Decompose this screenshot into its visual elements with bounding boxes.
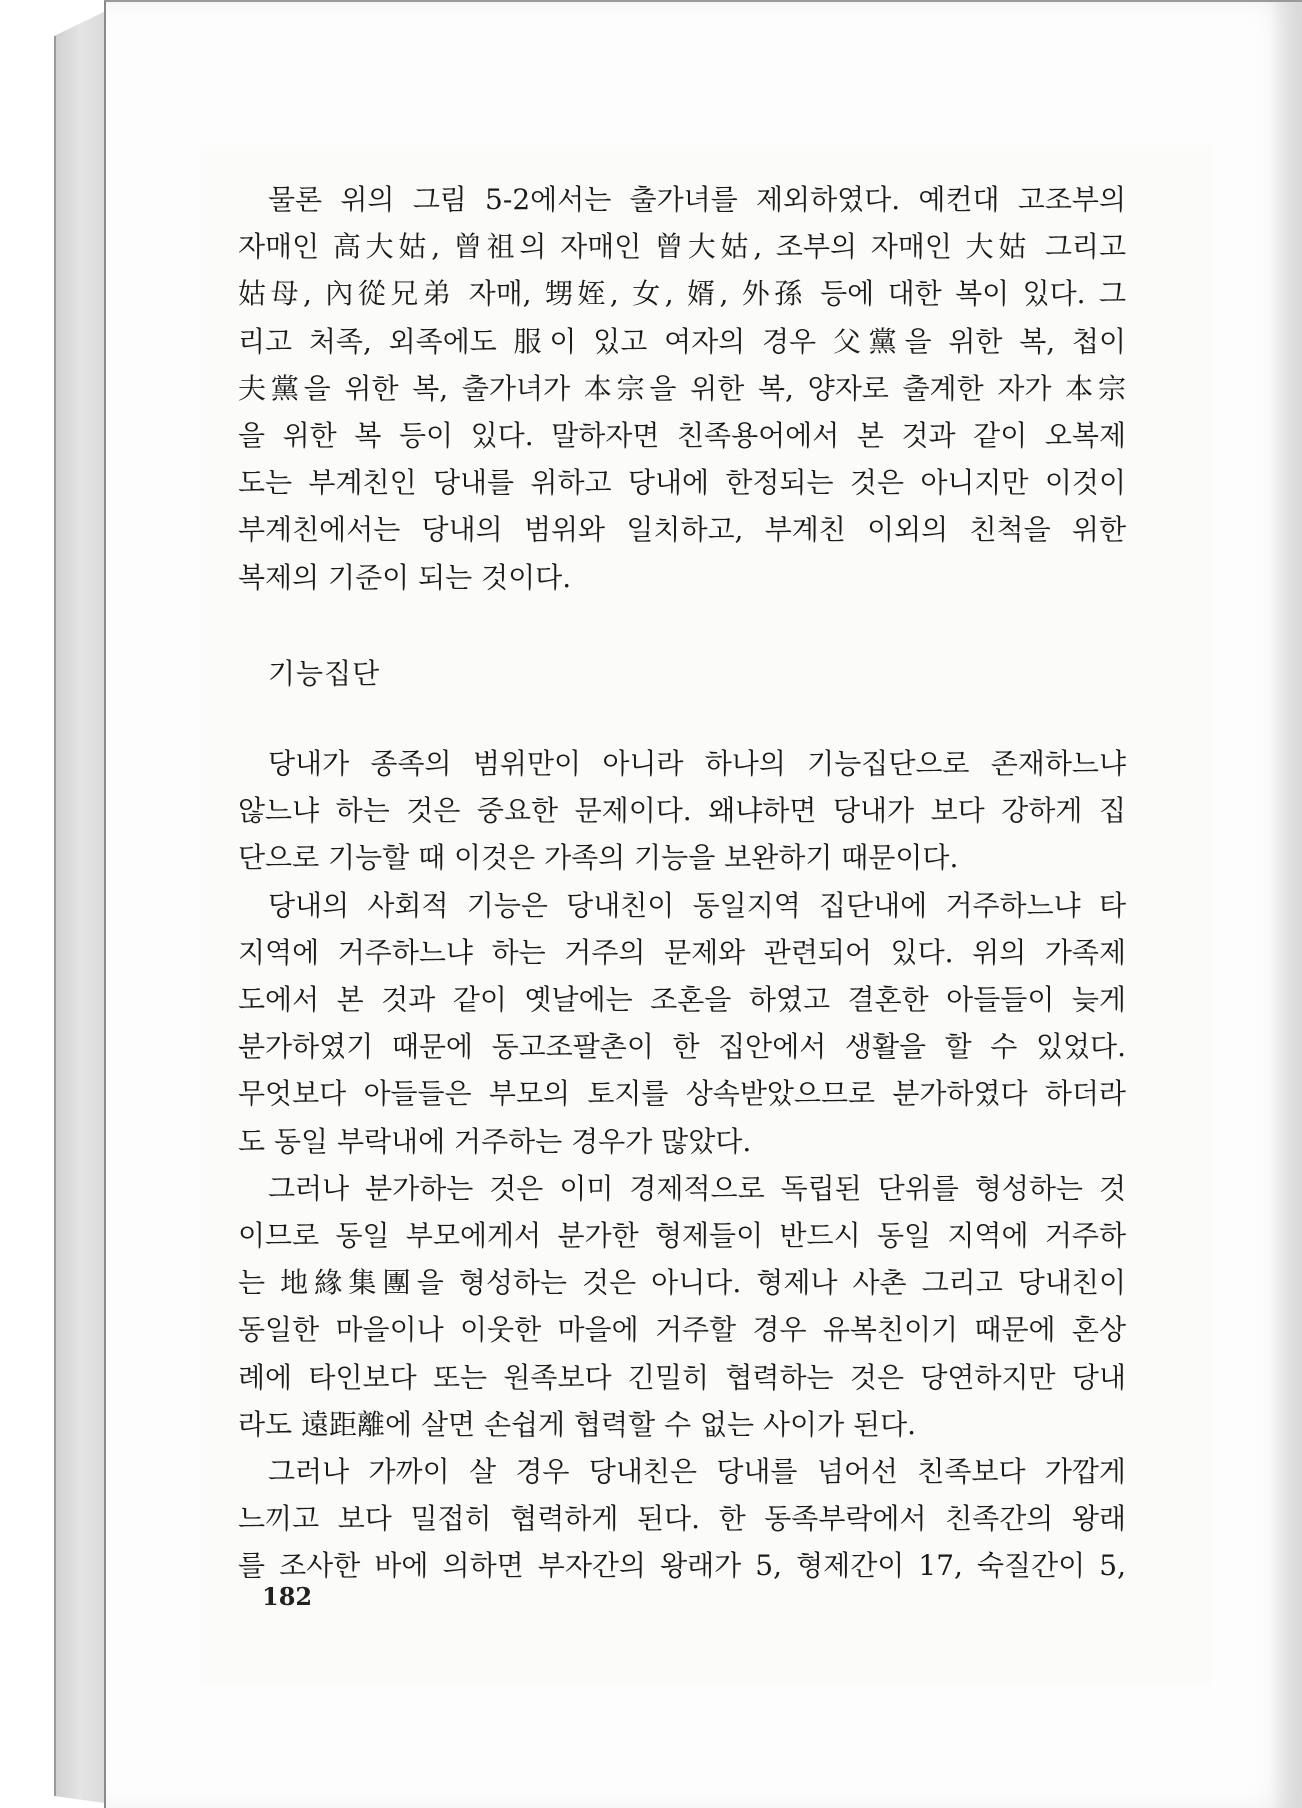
text-line: 물론 위의 그림 5-2에서는 출가녀를 제외하였다. 예컨대 고조부의 [268,183,1126,216]
text-line: 자매인 高大姑, 曾祖의 자매인 曾大姑, 조부의 자매인 大姑 그리고 [238,230,1126,264]
paragraph-2 [238,740,1126,1590]
text-line: 당내가 종족의 범위만이 아니라 하나의 기능집단으로 존재하느냐 [268,747,1126,780]
section-heading: 기능집단 [268,657,381,690]
text-line: 는 地緣集團을 형성하는 것은 아니다. 형제나 사촌 그리고 당내친이 [238,1266,1126,1300]
text-line: 지역에 거주하느냐 하는 거주의 문제와 관련되어 있다. 위의 가족제 [238,935,1126,969]
text-line: 느끼고 보다 밀접히 협력하게 된다. 한 동족부락에서 친족간의 왕래 [238,1502,1126,1536]
text-line: 단으로 기능할 때 이것은 가족의 기능을 보완하기 때문이다. [238,841,959,875]
text-line: 이므로 동일 부모에게서 분가한 형제들이 반드시 동일 지역에 거주하 [238,1219,1126,1253]
text-line: 당내의 사회적 기능은 당내친이 동일지역 집단내에 거주하느냐 타 [268,888,1126,922]
page-number: 182 [262,1582,313,1611]
spine-edge [54,36,56,1796]
text-line: 례에 타인보다 또는 원족보다 긴밀히 협력하는 것은 당연하지만 당내 [238,1360,1126,1394]
text-line: 부계친에서는 당내의 범위와 일치하고, 부계친 이외의 친척을 위한 [238,513,1126,547]
text-line: 복제의 기준이 되는 것이다. [238,560,572,594]
text-line: 를 조사한 바에 의하면 부자간의 왕래가 5, 형제간이 17, 숙질간이 5, [238,1549,1126,1583]
text-line: 그러나 분가하는 것은 이미 경제적으로 독립된 단위를 형성하는 것 [268,1171,1126,1205]
text-line: 도는 부계친인 당내를 위하고 당내에 한정되는 것은 아니지만 이것이 [238,466,1126,500]
text-line: 도 동일 부락내에 거주하는 경우가 많았다. [238,1124,752,1158]
text-line: 라도 遠距離에 살면 손쉽게 협력할 수 없는 사이가 된다. [238,1407,917,1441]
paragraph-1 [238,176,1126,601]
text-line: 리고 처족, 외족에도 服이 있고 여자의 경우 父黨을 위한 복, 첩이 [238,324,1126,358]
text-line: 분가하였기 때문에 동고조팔촌이 한 집안에서 생활을 할 수 있었다. [238,1030,1126,1064]
text-line: 않느냐 하는 것은 중요한 문제이다. 왜냐하면 당내가 보다 강하게 집 [238,794,1126,828]
text-line: 도에서 본 것과 같이 옛날에는 조혼을 하였고 결혼한 아들들이 늦게 [238,983,1126,1017]
text-line: 동일한 마을이나 이웃한 마을에 거주할 경우 유복친이기 때문에 혼상 [238,1313,1126,1347]
text-line: 그러나 가까이 살 경우 당내친은 당내를 넘어선 친족보다 가깝게 [268,1455,1126,1489]
text-line: 무엇보다 아들들은 부모의 토지를 상속받았으므로 분가하였다 하더라 [238,1077,1126,1111]
text-line: 姑母, 內從兄弟 자매, 甥姪, 女, 婿, 外孫 등에 대한 복이 있다. 그 [238,277,1126,311]
text-line: 을 위한 복 등이 있다. 말하자면 친족용어에서 본 것과 같이 오복제 [238,419,1126,453]
text-line: 夫黨을 위한 복, 출가녀가 本宗을 위한 복, 양자로 출계한 자가 本宗 [238,371,1126,405]
page-shade [1270,2,1302,1808]
